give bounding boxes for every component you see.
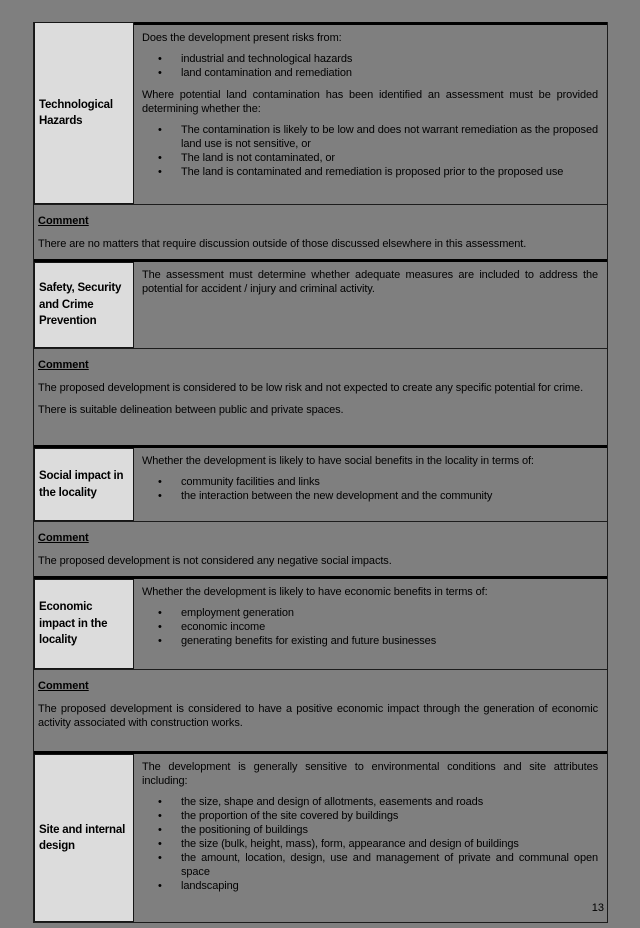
row-header-safety-security (34, 262, 134, 348)
bullet-item: • economic income (158, 620, 598, 634)
section-row-technological-hazards (34, 22, 607, 205)
criteria-bullet-list (142, 52, 598, 80)
criteria-text-safety-security (134, 262, 607, 348)
criteria-text-social-impact (134, 448, 607, 521)
row-header-label: Safety, Security and Crime Prevention (39, 282, 122, 328)
comment-text: There are no matters that require discussion outside of those discussed elsewhere in this assessment. (38, 238, 527, 250)
assessment-table (33, 22, 608, 923)
comment-text: The proposed development is considered to have a positive economic impact through the generation of economic activity associated with construction works. (38, 703, 598, 729)
criteria-intro: The development is generally sensitive to environmental conditions and site attributes including: (142, 761, 598, 787)
criteria-bullet-list (142, 795, 598, 893)
section-row-economic-impact (34, 579, 607, 670)
bullet-item: • the positioning of buildings (158, 823, 598, 837)
row-header-label: Social impact in the locality (39, 470, 124, 499)
comment-text: There is suitable delineation between public and private spaces. (38, 404, 344, 416)
bullet-item: • employment generation (158, 606, 598, 620)
bullet-item: • the size, shape and design of allotments, easements and roads (158, 795, 598, 809)
comment-heading: Comment (38, 215, 89, 227)
bullet-item: • The land is not contaminated, or (158, 151, 598, 165)
criteria-bullet-list (142, 123, 598, 179)
comment-row-safety-security (34, 349, 607, 448)
page-number: 13 (591, 902, 604, 914)
row-header-site-internal-design (34, 754, 134, 922)
criteria-text-site-internal-design (134, 754, 607, 922)
criteria-text-technological-hazards (134, 22, 607, 204)
bullet-item: • the amount, location, design, use and management of private and communal open space (158, 851, 598, 879)
row-header-label: Economic impact in the locality (39, 601, 108, 647)
row-header-economic-impact (34, 579, 134, 669)
section-row-social-impact (34, 448, 607, 522)
criteria-intro: Whether the development is likely to have social benefits in the locality in terms of: (142, 455, 534, 467)
bullet-item: • industrial and technological hazards (158, 52, 598, 66)
comment-text: The proposed development is considered to be low risk and not expected to create any specific potential for crime. (38, 382, 584, 394)
comment-heading: Comment (38, 532, 89, 544)
criteria-intro: The assessment must determine whether adequate measures are included to address the potential for accident / injury and criminal activity. (142, 269, 598, 295)
bullet-item: • the proportion of the site covered by buildings (158, 809, 598, 823)
bullet-item: • community facilities and links (158, 475, 598, 489)
bullet-item: • landscaping (158, 879, 598, 893)
bullet-item: • The contamination is likely to be low and does not warrant remediation as the proposed land use is not sensitive, or (158, 123, 598, 151)
criteria-paragraph: Where potential land contamination has been identified an assessment must be provided determining whether the: (142, 89, 598, 115)
row-header-social-impact (34, 448, 134, 521)
criteria-text-economic-impact (134, 579, 607, 669)
criteria-intro: Whether the development is likely to have economic benefits in terms of: (142, 586, 488, 598)
row-header-label: Technological Hazards (39, 98, 113, 127)
comment-text: The proposed development is not considered any negative social impacts. (38, 555, 392, 567)
row-header-label: Site and internal design (39, 823, 126, 852)
comment-heading: Comment (38, 680, 89, 692)
criteria-bullet-list (142, 475, 598, 503)
bullet-item: • the interaction between the new development and the community (158, 489, 598, 503)
bullet-item: • generating benefits for existing and future businesses (158, 634, 598, 648)
comment-row-economic-impact (34, 670, 607, 754)
bullet-item: • the size (bulk, height, mass), form, appearance and design of buildings (158, 837, 598, 851)
comment-row-social-impact (34, 522, 607, 579)
comment-row-technological-hazards (34, 205, 607, 262)
criteria-bullet-list (142, 606, 598, 648)
row-header-technological-hazards (34, 22, 134, 204)
bullet-item: • The land is contaminated and remediation is proposed prior to the proposed use (158, 165, 598, 179)
section-row-safety-security (34, 262, 607, 349)
section-row-site-internal-design (34, 754, 607, 922)
bullet-item: • land contamination and remediation (158, 66, 598, 80)
criteria-intro: Does the development present risks from: (142, 32, 342, 44)
comment-heading: Comment (38, 359, 89, 371)
